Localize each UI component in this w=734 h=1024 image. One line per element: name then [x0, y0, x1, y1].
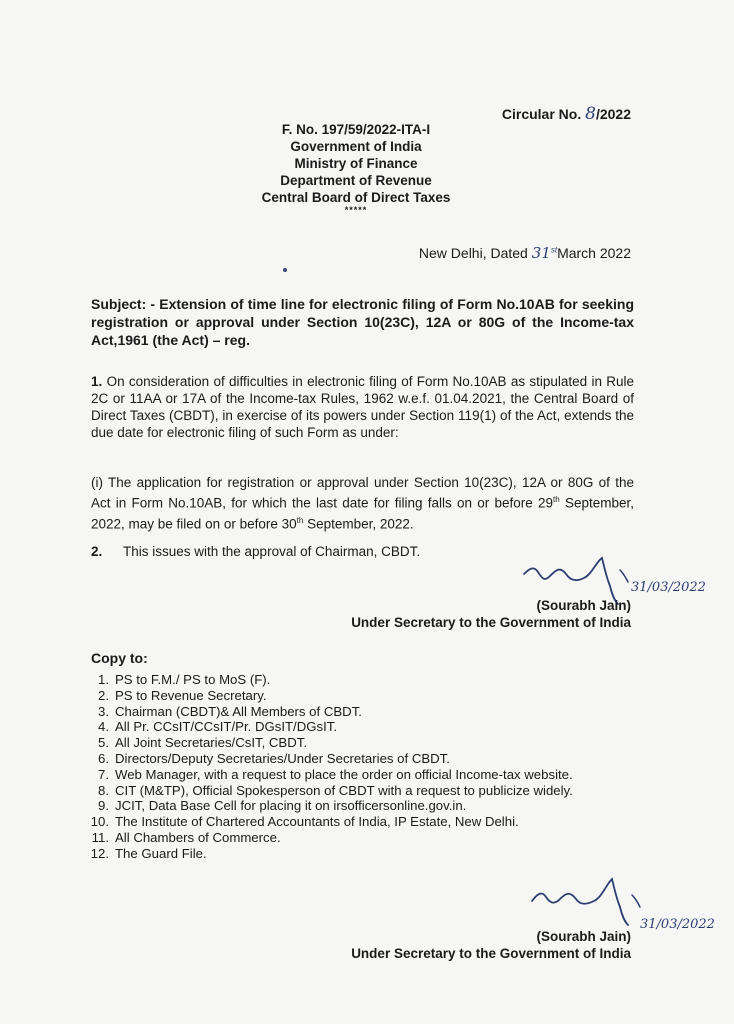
paragraph-1: [91, 373, 634, 441]
copy-to-item-number: 7.: [98, 766, 109, 782]
date-day-suffix: st: [550, 245, 558, 255]
copy-to-item-text: PS to F.M./ PS to MoS (F).: [115, 672, 271, 687]
copy-to-list: [87, 672, 634, 862]
copy-to-item: [87, 688, 634, 704]
ordinal-suffix: th: [296, 515, 304, 525]
copy-to-heading: Copy to:: [91, 650, 148, 666]
paragraph-2-number: 2.: [91, 544, 103, 559]
copy-to-item-number: 3.: [98, 703, 109, 719]
paragraph-1-i-text-a: (i) The application for registration or approval under Section 10(23C), 12A or 80G of the Act in Form No.10AB, for which the last date for filing falls on or before 29: [91, 475, 634, 511]
date-month-year: March 2022: [557, 245, 631, 261]
file-number: F. No. 197/59/2022-ITA-I: [281, 122, 431, 137]
paragraph-1-i-text-b: September, 2022, may be filed on or before 30: [91, 495, 635, 531]
copy-to-item: [87, 830, 634, 846]
signature-1-date: 31/03/2022: [631, 580, 706, 595]
copy-to-item-text: All Chambers of Commerce.: [115, 829, 281, 845]
copy-to-item-number: 8.: [98, 782, 109, 798]
copy-to-item-number: 11.: [91, 829, 109, 845]
circular-number-handwritten: 8: [585, 104, 596, 124]
copy-to-item: [87, 719, 634, 735]
date-prefix: New Delhi, Dated: [418, 245, 528, 261]
paragraph-1-i: [91, 474, 634, 532]
stars-divider: *****: [344, 205, 368, 215]
signature-1-name: (Sourabh Jain): [536, 598, 631, 613]
copy-to-item: [87, 672, 634, 688]
circular-number-line: [502, 104, 631, 124]
letterhead: [206, 121, 506, 215]
copy-to-item-number: 1.: [98, 672, 109, 687]
copy-to-item: [87, 846, 634, 862]
copy-to-item-number: 2.: [98, 687, 109, 703]
copy-to-item-text: All Pr. CCsIT/CCsIT/Pr. DGsIT/DGsIT.: [115, 719, 337, 735]
copy-to-item-text: Chairman (CBDT)& All Members of CBDT.: [115, 703, 362, 719]
copy-to-item: [87, 798, 634, 814]
copy-to-item: [87, 783, 634, 799]
copy-to-item: [87, 767, 634, 783]
paragraph-2-text: This issues with the approval of Chairman, CBDT.: [123, 544, 421, 559]
copy-to-item-number: 4.: [98, 719, 109, 735]
date-line: [419, 244, 631, 262]
copy-to-item-number: 12.: [90, 845, 109, 861]
copy-to-item-number: 5.: [98, 735, 109, 751]
copy-to-item: [87, 814, 634, 830]
copy-to-item-number: 6.: [98, 750, 109, 766]
copy-to-item-text: Web Manager, with a request to place the order on official Income-tax website.: [115, 766, 573, 782]
board: Central Board of Direct Taxes: [261, 190, 451, 205]
department: Department of Revenue: [280, 173, 432, 188]
copy-to-item-text: All Joint Secretaries/CsIT, CBDT.: [115, 735, 308, 751]
paragraph-1-number: 1.: [91, 374, 103, 389]
government: Government of India: [290, 139, 422, 154]
paragraph-1-text: On consideration of difficulties in electronic filing of Form No.10AB as stipulated in Rule 2C or 11AA or 17A of the Income-tax Rules, 1962 w.e.f. 01.04.2021, the Central Board of Direct Taxes (CBDT), in exercise of its powers under Section 119(1) of the Act, extends the due date for electronic filing of such Form as under:: [91, 374, 634, 440]
copy-to-item-text: Directors/Deputy Secretaries/Under Secretaries of CBDT.: [115, 750, 450, 766]
date-day-handwritten: 31: [531, 244, 551, 262]
signature-1-designation: Under Secretary to the Government of India: [351, 615, 631, 630]
copy-to-item: [87, 751, 634, 767]
ministry: Ministry of Finance: [294, 156, 418, 171]
copy-to-item-text: The Guard File.: [115, 845, 207, 861]
copy-to-item: [87, 735, 634, 751]
copy-to-item-text: JCIT, Data Base Cell for placing it on irsofficersonline.gov.in.: [115, 798, 467, 814]
ink-speck: [283, 268, 287, 272]
subject: Subject: - Extension of time line for electronic filing of Form No.10AB for seeking registration or approval under Section 10(23C), 12A or 80G of the Income-tax Act,1961 (the Act) – reg.: [91, 296, 634, 348]
paragraph-1-i-text-c: September, 2022.: [303, 516, 414, 531]
copy-to-item-text: PS to Revenue Secretary.: [115, 687, 267, 703]
signature-2-designation: Under Secretary to the Government of India: [351, 946, 631, 961]
circular-prefix: Circular No.: [501, 106, 582, 122]
copy-to-item-text: CIT (M&TP), Official Spokesperson of CBDT with a request to publicize widely.: [115, 782, 573, 798]
signature-2-date: 31/03/2022: [640, 917, 715, 932]
copy-to-item: [87, 704, 634, 720]
copy-to-item-number: 9.: [98, 798, 109, 814]
copy-to-item-text: The Institute of Chartered Accountants of India, IP Estate, New Delhi.: [115, 814, 519, 830]
signature-2-name: (Sourabh Jain): [536, 929, 631, 944]
circular-suffix: /2022: [595, 106, 631, 122]
copy-to-item-number: 10.: [90, 814, 109, 830]
ordinal-suffix: th: [553, 495, 560, 504]
